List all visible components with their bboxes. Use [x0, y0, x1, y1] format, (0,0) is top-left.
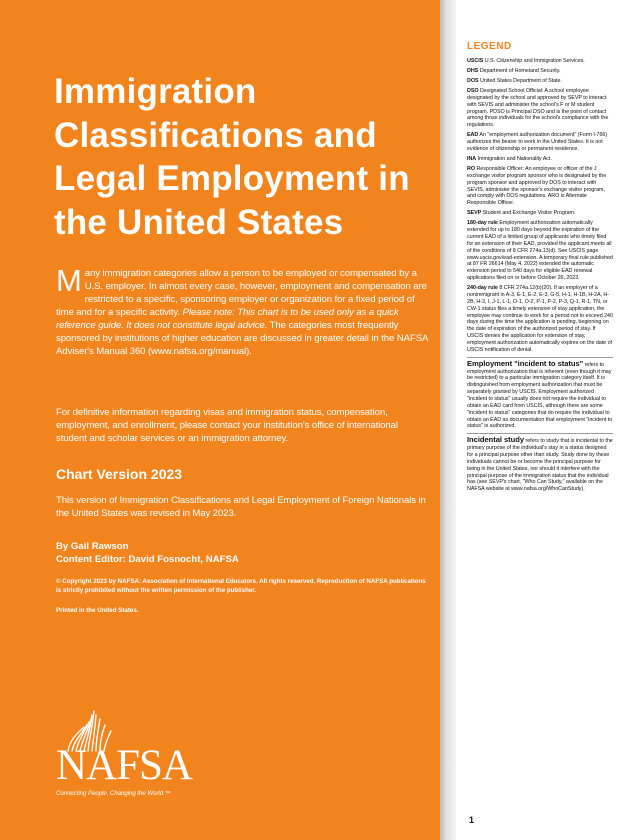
legend-definition: refers to employment authorization that is inherent (even though it may be restricted) to a particular immigration category itself. It is distinguished from employment authorization that must be separately granted by USCIS. Employment authorized "incident to status" usually does not require the individual to obtain an EAD card from USCIS, although there are some "incident to status" categories that do require the individual to obtain an EAD as documentation that employment "incident to status" is authorized.: [467, 361, 613, 430]
copyright-notice: © Copyright 2023 by NAFSA: Association of International Educators. All rights reserved. Reproduction of NAFSA publications is strictly prohibited without the written permission of the publisher.: [56, 578, 426, 594]
legend-definition: U.S. Citizenship and Immigration Services.: [484, 58, 585, 64]
intro-paragraph: [56, 263, 428, 358]
legend-definition: An "employment authorization document" (Form I-766) authorizes the bearer to work in the United States. It is not evidence of citizenship or permanent residence.: [467, 132, 608, 153]
legend-list: [467, 58, 613, 496]
legend-term: 240-day rule: [467, 285, 498, 292]
legend-definition: Responsible Officer: An employee or officer of the J exchange visitor program sponsor who is designated by the program sponsor and approved by DOS to interact with SEVIS, administer the sponsor's exchange visitor program, and comply with DOS regulations. ARO is Alternate Responsible Officer.: [467, 166, 607, 207]
logo-wordmark: NAFSA: [56, 742, 192, 789]
contact-paragraph: For definitive information regarding visas and immigration status, compensation, employment, and enrollment, please contact your institution's office of international student and scholar services or an immigration attorney.: [56, 407, 398, 444]
intro-text-after: The categories most frequently sponsored by institutions of higher education are discussed in greater detail in the NAFSA Adviser's Manual 360 (www.nafsa.org/manual).: [56, 320, 428, 357]
page-gutter: [440, 0, 456, 840]
legend-term: DSO: [467, 88, 479, 95]
legend-item: [467, 132, 613, 153]
revision-note: This version of Immigration Classifications and Legal Employment of Foreign Nationals in the United States was revised in May 2023.: [56, 495, 426, 519]
legend-item: [467, 357, 613, 430]
legend-item: [467, 88, 613, 129]
legend-term: DHS: [467, 68, 479, 75]
legend-item: [467, 78, 613, 85]
printed-notice: Printed in the United States.: [56, 607, 139, 614]
legend-item: [467, 58, 613, 65]
legend-item: [467, 433, 613, 493]
legend-definition: United States Department of State.: [480, 78, 562, 85]
legend-definition: Employment authorization automatically extended for up to 180 days beyond the expiration of the current EAD of a limited group of applicants who timely filed for an extension of their EAD, provided the applicant meets all of the conditions of 8 CFR 274a.13(d). See USCIS page www.uscis.gov/ead-extension. A temporary final rule published at 87 FR 26614 (May 4, 2022) extended the automatic extension period to 540 days for eligible EAD renewal applications filed on or before October 26, 2023.: [467, 220, 613, 282]
legend-term: DOS: [467, 78, 479, 85]
legend-term: USCIS: [467, 58, 484, 64]
page-number: 1: [469, 815, 475, 825]
editor-credit: Content Editor: David Fosnocht, NAFSA: [56, 554, 239, 565]
drop-cap: M: [56, 263, 82, 298]
legend-item: [467, 156, 613, 163]
legend-definition: 8 CFR 274a.12(b)(20). If an employer of a nonimmigrant in A-3, E-1, E-2, E-3, G-5, H-1, H-1B, H-2A, H-2B, H-3, I, J-1, L-1, O-1, O-2, P-1, P-2, P-3, Q-1, R-1, TN, or CW-1 status files a timely extension of stay application, the employee may continue to work for a period not to exceed 240 days during the time the application is pending, beginning on the date of expiration of the authorized period of stay. If USCIS denies the application for extension of stay, employment authorization automatically expires on the date of USCIS notification of denial.: [467, 285, 613, 353]
legend-item: [467, 285, 613, 353]
legend-term: 180-day rule: [467, 220, 498, 227]
intro-note: Please note: This chart is to be used only as a quick reference guide. It does not constitute legal advice.: [56, 307, 399, 331]
legend-term: SEVP: [467, 210, 482, 217]
legend-term: RO: [467, 166, 475, 173]
version-heading: Chart Version 2023: [56, 466, 183, 482]
legend-definition: refers to study that is incidental to the primary purpose of the individual's stay in a status designed for a principal purpose other than study. Study done by these individuals cannot be or become the principal purpose for being in the United States, nor should it interfere with the principal purpose of the immigration status that the individual has (see SEVP's chart, "Who Can Study," available on the NAFSA website at www.nafsa.org/WhoCanStudy).: [467, 438, 613, 493]
legend-definition: Department of Homeland Security.: [479, 68, 561, 75]
legend-term: EAD: [467, 132, 479, 139]
legend-heading: LEGEND: [467, 41, 512, 52]
legend-definition: Designated School Official: A school employee designated by the school and approved by SEVP to interact with SEVIS and administer the school's F or M student program. PDSO is Principal DSO and is the point of contact among those individuals for the school's compliance with the regulations.: [467, 88, 609, 129]
legend-item: [467, 220, 613, 282]
legend-term: INA: [467, 156, 477, 163]
intro-text: any immigration categories allow a person to be employed or compensated by a U.S. employer. In almost every case, however, employment and compensation are restricted to a specific, sponsoring employer or organization for a fixed period of time and for a specific activity.: [56, 268, 427, 318]
logo-tagline: Connecting People. Changing the World.™: [56, 791, 171, 797]
author-credit: By Gail Rawson: [56, 541, 129, 552]
legend-term: Employment "incident to status": [467, 358, 584, 368]
legend-term: Incidental study: [467, 435, 525, 445]
legend-item: [467, 68, 613, 75]
legend-definition: Student and Exchange Visitor Program.: [482, 210, 576, 217]
nafsa-logo: [54, 705, 229, 805]
legend-item: [467, 166, 613, 207]
legend-item: [467, 210, 613, 217]
legend-definition: Immigration and Nationality Act.: [477, 156, 552, 163]
document-title: Immigration Classifications and Legal Employment in the United States: [54, 72, 410, 242]
